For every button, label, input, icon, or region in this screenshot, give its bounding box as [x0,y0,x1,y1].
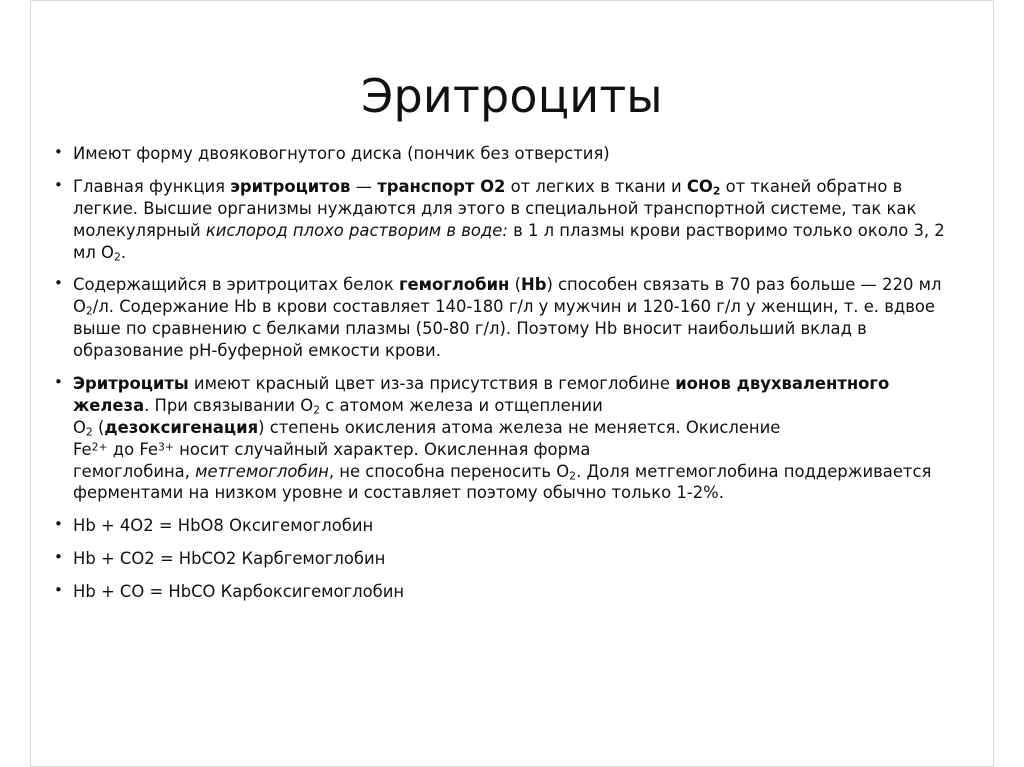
list-item-oxyhemoglobin: • Hb + 4O2 = HbO8 Оксигемоглобин [48,515,948,537]
list-item-main-function: • Главная функция эритроцитов — транспорт O2 от легких в ткани и $CO_2$ от тканей обратно в легкие. Высшие организмы нуждаются для этого в специальной транспортной системе, так как молекулярный кислород плохо растворим в воде: в 1 л плазмы крови растворимо только около 3, 2 мл $O_2$. [48,176,948,264]
slide-border-left [30,0,31,767]
list-item-iron-color: • Эритроциты имеют красный цвет из-за присутствия в гемоглобине ионов двухвалентного железа. При связывании $O_2$ с атомом железа и отщеплении $O_2$ (дезоксигенация) степень окисления атома железа не меняется. Окисление $Fe^{2+}$ до $Fe^{3+}$ носит случайный характер. Окисленная форма гемоглобина, метгемоглобин, не способна переносить $O_2$. Доля метгемоглобина поддерживается ферментами на низком уровне и составляет поэтому обычно только 1-2%. [48,373,948,504]
list-item-hemoglobin-content: • Содержащийся в эритроцитах белок гемоглобин (Hb) способен связать в 70 раз больше — 220 мл $O_2/л$. Содержание Hb в крови составляет 140-180 г/л у мужчин и 120-160 г/л у женщин, т. е. вдвое выше по сравнению с белками плазмы (50-80 г/л). Поэтому Hb вносит наибольший вклад в образование pH-буферной емкости крови. [48,274,948,362]
slide-border-top [30,0,994,1]
slide-border-right [993,0,994,767]
bullet-list [48,143,948,603]
page-title: Эритроциты [361,68,663,123]
list-item-shape: • Имеют форму двояковогнутого диска (пончик без отверстия) [48,143,948,165]
list-item-carboxyhemoglobin: • Hb + CO = HbCO Карбоксигемоглобин [48,581,948,603]
list-item-carbhemoglobin: • Hb + CO2 = HbCO2 Карбгемоглобин [48,548,948,570]
slide-body [48,143,948,614]
